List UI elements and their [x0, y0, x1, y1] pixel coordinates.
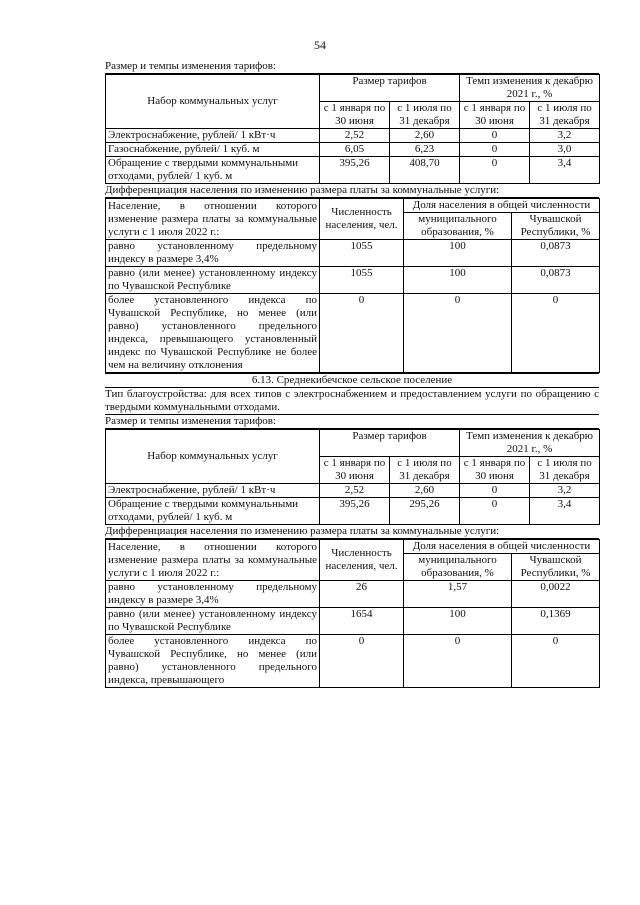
diff-label: равно установленному предельному индексу в размере 3,4% — [106, 240, 320, 267]
tariff-table — [105, 429, 600, 525]
diff-header-municipal: муниципального образования, % — [404, 554, 512, 581]
diff-republic: 0,0022 — [512, 581, 600, 608]
diff-municipal: 0 — [404, 635, 512, 688]
tariff-header-services: Набор коммунальных услуг — [106, 75, 320, 129]
tariff-header-rate-jan: с 1 января по 30 июня — [460, 102, 530, 129]
diff-header-municipal: муниципального образования, % — [404, 213, 512, 240]
table-row — [106, 267, 600, 294]
tariff-caption: Размер и темпы изменения тарифов: — [105, 415, 599, 429]
diff-count: 0 — [320, 294, 404, 373]
tariff-header-services: Набор коммунальных услуг — [106, 430, 320, 484]
diff-count: 1055 — [320, 267, 404, 294]
rate-jul: 3,4 — [530, 498, 600, 525]
rate-jul: 3,2 — [530, 129, 600, 143]
tariff-table — [105, 74, 600, 184]
rate-jan: 0 — [460, 143, 530, 157]
rate-jan: 0 — [460, 498, 530, 525]
diff-header-republic: Чувашской Республики, % — [512, 213, 600, 240]
diff-table — [105, 539, 600, 688]
diff-republic: 0,0873 — [512, 267, 600, 294]
rate-jul: 3,2 — [530, 484, 600, 498]
service-name: Электроснабжение, рублей/ 1 кВт·ч — [106, 129, 320, 143]
diff-header-count: Численность населения, чел. — [320, 540, 404, 581]
diff-caption: Дифференциация населения по изменению размера платы за коммунальные услуги: — [105, 525, 599, 539]
diff-municipal: 100 — [404, 267, 512, 294]
diff-header-share: Доля населения в общей численности — [404, 199, 600, 213]
diff-count: 0 — [320, 635, 404, 688]
diff-republic: 0,1369 — [512, 608, 600, 635]
diff-label: равно (или менее) установленному индексу по Чувашской Республике — [106, 608, 320, 635]
diff-header-population: Население, в отношении которого изменение размера платы за коммунальные услуги с 1 июля 2022 г.: — [106, 199, 320, 240]
improvement-type: Тип благоустройства: для всех типов с электроснабжением и предоставлением услуги по обращению с твердыми коммунальными отходами. — [105, 388, 599, 413]
tariff-jan: 2,52 — [320, 484, 390, 498]
diff-header-population: Население, в отношении которого изменение размера платы за коммунальные услуги с 1 июля 2022 г.: — [106, 540, 320, 581]
tariff-jan: 395,26 — [320, 498, 390, 525]
section-title: 6.13. Среднекибечское сельское поселение — [105, 373, 599, 388]
diff-label: равно установленному предельному индексу в размере 3,4% — [106, 581, 320, 608]
table-row — [106, 157, 600, 184]
tariff-header-jan: с 1 января по 30 июня — [320, 102, 390, 129]
diff-count: 1055 — [320, 240, 404, 267]
rate-jan: 0 — [460, 484, 530, 498]
tariff-jan: 6,05 — [320, 143, 390, 157]
service-name: Обращение с твердыми коммунальными отходами, рублей/ 1 куб. м — [106, 498, 320, 525]
tariff-header-rate-jul: с 1 июля по 31 декабря — [530, 102, 600, 129]
tariff-header-rate-jan: с 1 января по 30 июня — [460, 457, 530, 484]
rate-jul: 3,0 — [530, 143, 600, 157]
tariff-header-rate-jul: с 1 июля по 31 декабря — [530, 457, 600, 484]
tariff-jan: 395,26 — [320, 157, 390, 184]
tariff-jul: 408,70 — [390, 157, 460, 184]
diff-municipal: 100 — [404, 240, 512, 267]
tariff-jul: 2,60 — [390, 129, 460, 143]
diff-header-share: Доля населения в общей численности — [404, 540, 600, 554]
table-row — [106, 484, 600, 498]
diff-municipal: 1,57 — [404, 581, 512, 608]
diff-municipal: 0 — [404, 294, 512, 373]
diff-count: 26 — [320, 581, 404, 608]
service-name: Газоснабжение, рублей/ 1 куб. м — [106, 143, 320, 157]
diff-header-count: Численность населения, чел. — [320, 199, 404, 240]
tariff-caption: Размер и темпы изменения тарифов: — [105, 60, 599, 74]
rate-jan: 0 — [460, 157, 530, 184]
rate-jan: 0 — [460, 129, 530, 143]
tariff-jul: 295,26 — [390, 498, 460, 525]
tariff-header-rate: Темп изменения к декабрю 2021 г., % — [460, 75, 600, 102]
diff-republic: 0 — [512, 294, 600, 373]
diff-label: равно (или менее) установленному индексу по Чувашской Республике — [106, 267, 320, 294]
page-number: 54 — [314, 38, 326, 52]
diff-label: более установленного индекса по Чувашской Республике, но менее (или равно) установленного предельного индекса, превышающего — [106, 635, 320, 688]
tariff-header-jul: с 1 июля по 31 декабря — [390, 102, 460, 129]
tariff-jan: 2,52 — [320, 129, 390, 143]
page-content — [105, 60, 599, 688]
diff-table — [105, 198, 600, 373]
tariff-jul: 6,23 — [390, 143, 460, 157]
diff-municipal: 100 — [404, 608, 512, 635]
table-row — [106, 129, 600, 143]
diff-header-republic: Чувашской Республики, % — [512, 554, 600, 581]
table-row — [106, 608, 600, 635]
tariff-jul: 2,60 — [390, 484, 460, 498]
table-row — [106, 581, 600, 608]
diff-republic: 0,0873 — [512, 240, 600, 267]
rate-jul: 3,4 — [530, 157, 600, 184]
tariff-header-rate: Темп изменения к декабрю 2021 г., % — [460, 430, 600, 457]
diff-label: более установленного индекса по Чувашской Республике, но менее (или равно) установленного предельного индекса, превышающего установленный индекс по Чувашской Республике не более чем на величину отклонения — [106, 294, 320, 373]
service-name: Электроснабжение, рублей/ 1 кВт·ч — [106, 484, 320, 498]
tariff-header-size: Размер тарифов — [320, 75, 460, 102]
diff-caption: Дифференциация населения по изменению размера платы за коммунальные услуги: — [105, 184, 599, 198]
table-row — [106, 294, 600, 373]
table-row — [106, 143, 600, 157]
table-row — [106, 498, 600, 525]
tariff-header-jan: с 1 января по 30 июня — [320, 457, 390, 484]
table-row — [106, 240, 600, 267]
diff-count: 1654 — [320, 608, 404, 635]
diff-republic: 0 — [512, 635, 600, 688]
service-name: Обращение с твердыми коммунальными отходами, рублей/ 1 куб. м — [106, 157, 320, 184]
tariff-header-size: Размер тарифов — [320, 430, 460, 457]
table-row — [106, 635, 600, 688]
tariff-header-jul: с 1 июля по 31 декабря — [390, 457, 460, 484]
